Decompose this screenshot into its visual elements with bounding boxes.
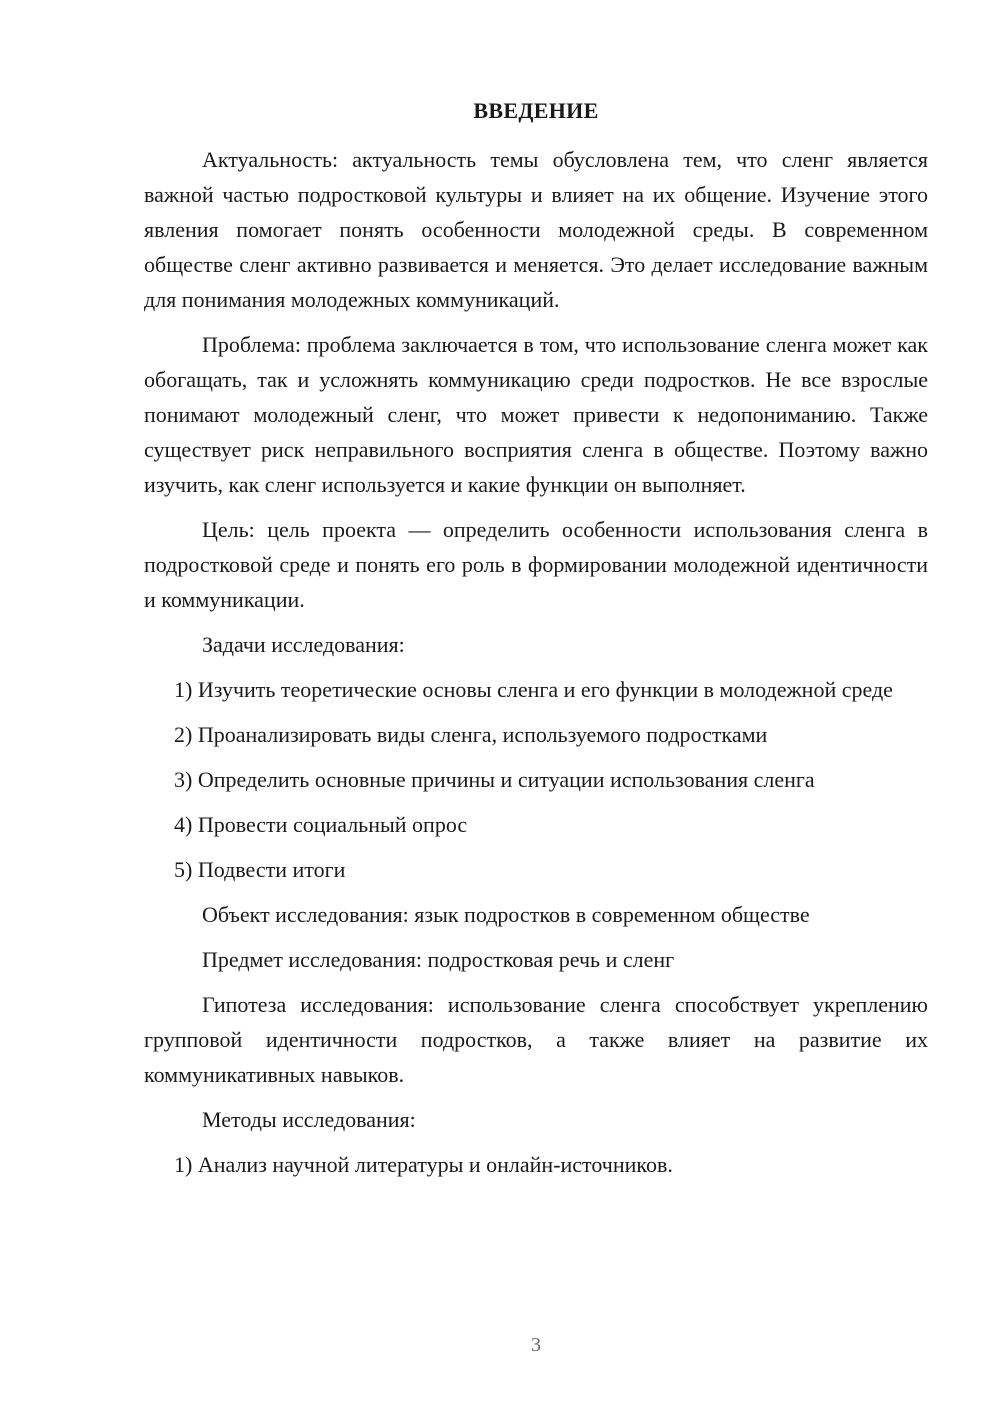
- page-number: 3: [531, 1334, 541, 1356]
- tasks-list: [144, 672, 928, 887]
- document-body: [144, 142, 928, 1192]
- paragraph-hypothesis: Гипотеза исследования: использование сленга способствует укреплению групповой идентичности подростков, а также влияет на развитие их коммуникативных навыков.: [144, 992, 928, 1087]
- list-item-task-1: 1) Изучить теоретические основы сленга и его функции в молодежной среде: [174, 677, 893, 702]
- paragraph-subject: Предмет исследования: подростковая речь и сленг: [202, 947, 675, 972]
- paragraph-goal: Цель: цель проекта — определить особенности использования сленга в подростковой среде и понять его роль в формировании молодежной идентичности и коммуникации.: [144, 517, 928, 612]
- list-item-task-4: 4) Провести социальный опрос: [174, 812, 468, 837]
- tasks-heading: Задачи исследования:: [202, 632, 405, 657]
- methods-list: [144, 1147, 928, 1182]
- list-item-task-3: 3) Определить основные причины и ситуации использования сленга: [174, 767, 815, 792]
- list-item-task-5: 5) Подвести итоги: [174, 857, 346, 882]
- methods-heading: Методы исследования:: [202, 1107, 416, 1132]
- paragraph-relevance: Актуальность: актуальность темы обусловлена тем, что сленг является важной частью подростковой культуры и влияет на их общение. Изучение этого явления помогает понять особенности молодежной среды. В современном обществе сленг активно развивается и меняется. Это делает исследование важным для понимания молодежных коммуникаций.: [144, 147, 928, 312]
- paragraph-object: Объект исследования: язык подростков в современном обществе: [202, 902, 810, 927]
- page-title: ВВЕДЕНИЕ: [473, 98, 599, 123]
- list-item-task-2: 2) Проанализировать виды сленга, используемого подростками: [174, 722, 768, 747]
- paragraph-problem: Проблема: проблема заключается в том, что использование сленга может как обогащать, так и усложнять коммуникацию среди подростков. Не все взрослые понимают молодежный сленг, что может привести к недопониманию. Также существует риск неправильного восприятия сленга в обществе. Поэтому важно изучить, как сленг используется и какие функции он выполняет.: [144, 332, 928, 497]
- list-item-method-1: 1) Анализ научной литературы и онлайн-источников.: [174, 1152, 673, 1177]
